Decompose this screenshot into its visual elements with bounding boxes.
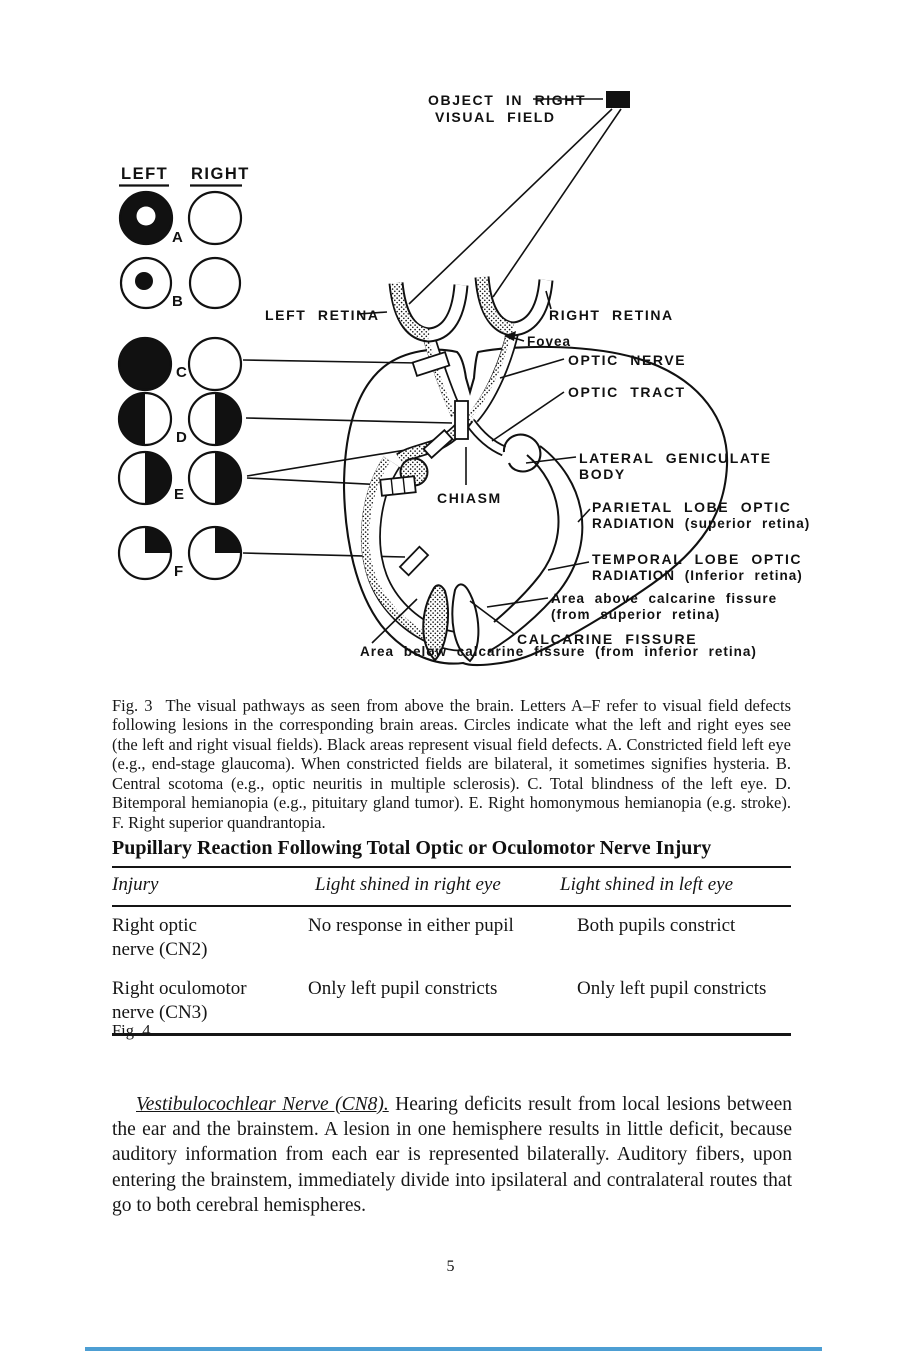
row-letter-b: B — [172, 293, 184, 310]
svg-text:Area below calcarine fissure (: Area below calcarine fissure (from inferior retina) — [360, 644, 757, 659]
svg-text:OPTIC TRACT: OPTIC TRACT — [568, 384, 686, 400]
object-square — [606, 91, 630, 108]
optic-tract-label — [492, 384, 686, 441]
col-header-right-eye: Light shined in right eye — [315, 874, 501, 895]
figure3-caption-text: The visual pathways as seen from above the brain. Letters A–F refer to visual field defects following lesions in the corresponding brain areas. Circles indicate what the left and right eyes see (the left and right visual fields). Black areas represent visual field defects. A. Constricted field left eye (e.g., end-stage glaucoma). When constricted fields are bilateral, it sometimes signifies hysteria. B. Central scotoma (e.g., optic neuritis in multiple sclerosis). C. Total blindness of the left eye. D. Bitemporal hemianopia (e.g., pituitary gland tumor). E. Right homonymous hemianopia (e.g. stroke). F. Right superior quandrantopia. — [112, 695, 791, 833]
field-circle-a-left-center — [137, 207, 156, 226]
field-row-b — [121, 258, 240, 310]
field-circle-b-right — [190, 258, 240, 308]
field-circle-a-right — [189, 192, 241, 244]
left-retina-label — [265, 307, 387, 323]
pupillary-reaction-table — [112, 866, 791, 1036]
cell-left-eye: Only left pupil constricts — [577, 978, 767, 999]
figure3-caption — [112, 696, 791, 833]
field-circle-c-left — [119, 338, 171, 390]
col-header-injury: Injury — [112, 874, 159, 895]
right-retina-label — [546, 291, 674, 323]
cell-injury: Right oculomotor nerve (CN3) — [112, 978, 247, 1023]
cell-right-eye: Only left pupil constricts — [308, 978, 498, 999]
svg-text:OPTIC NERVE: OPTIC NERVE — [568, 352, 687, 368]
field-circle-c-right — [189, 338, 241, 390]
right-retina-shape — [482, 277, 546, 329]
field-row-a — [120, 192, 241, 246]
paragraph-body: Hearing deficits result from local lesions between the ear and the brainstem. A lesion in one hemisphere results in little deficit, because auditory information from each ear is represented bilaterally. Auditory fibers, upon entering the brainstem, immediately divide into ipsilateral and contralateral routes that go to both cerebral hemispheres. — [112, 1093, 792, 1217]
svg-text:RADIATION (superior retina): RADIATION (superior retina) — [592, 516, 811, 531]
svg-text:BODY: BODY — [579, 466, 626, 482]
left-column-header: LEFT — [121, 165, 169, 183]
svg-text:(from superior retina): (from superior retina) — [551, 607, 721, 622]
paragraph-lead: Vestibulocochlear Nerve (CN8). — [136, 1093, 389, 1115]
svg-text:RADIATION (Inferior retina): RADIATION (Inferior retina) — [592, 568, 803, 583]
svg-text:PARIETAL LOBE OPTIC: PARIETAL LOBE OPTIC — [592, 499, 792, 515]
parietal-radiation-label — [578, 499, 810, 531]
row-letter-d: D — [176, 429, 188, 446]
field-circle-b-left-scotoma — [135, 272, 153, 290]
row-letter-a: A — [172, 229, 184, 246]
field-row-c — [119, 338, 241, 390]
field-row-d — [119, 393, 241, 446]
row-letter-f: F — [174, 563, 184, 580]
figure4-label: Fig. 4 — [112, 1021, 151, 1040]
row-letter-e: E — [174, 486, 185, 503]
area-above-calcarine-label — [487, 591, 777, 622]
table-header-row — [112, 868, 791, 907]
svg-text:LATERAL GENICULATE: LATERAL GENICULATE — [579, 450, 772, 466]
svg-text:LEFT RETINA: LEFT RETINA — [265, 307, 380, 323]
cell-injury: Right optic nerve (CN2) — [112, 915, 208, 960]
figure3-caption-label: Fig. 3 — [112, 695, 153, 715]
svg-text:TEMPORAL LOBE OPTIC: TEMPORAL LOBE OPTIC — [592, 551, 803, 567]
visual-field-columns — [119, 165, 250, 186]
svg-text:Area above calcarine fissure: Area above calcarine fissure — [551, 591, 778, 606]
svg-text:RIGHT RETINA: RIGHT RETINA — [549, 307, 674, 323]
right-column-header: RIGHT — [191, 165, 250, 183]
chiasm-label — [437, 447, 502, 506]
cell-right-eye: No response in either pupil — [308, 915, 514, 936]
object-in-right-visual-field — [409, 91, 630, 304]
lateral-geniculate-label — [526, 450, 772, 482]
optic-nerve-label — [500, 352, 686, 378]
page-number: 5 — [446, 1258, 455, 1275]
svg-text:CALCARINE FISSURE: CALCARINE FISSURE — [517, 631, 698, 647]
table-row — [112, 907, 791, 970]
object-label-line2: VISUAL FIELD — [435, 109, 556, 125]
row-letter-c: C — [176, 364, 188, 381]
body-paragraph — [112, 1092, 792, 1219]
object-label-line1: OBJECT IN RIGHT — [428, 92, 587, 108]
left-retina-shape — [396, 283, 461, 335]
visual-pathways-figure — [0, 0, 901, 675]
right-lateral-geniculate-body — [470, 422, 540, 471]
svg-text:Fovea: Fovea — [527, 334, 572, 349]
table-heading: Pupillary Reaction Following Total Optic or Oculomotor Nerve Injury — [112, 837, 712, 859]
cell-left-eye: Both pupils constrict — [577, 915, 736, 936]
field-row-f — [119, 527, 241, 580]
table-row — [112, 970, 791, 1033]
svg-text:CHIASM: CHIASM — [437, 490, 502, 506]
field-row-e — [119, 452, 241, 504]
bottom-accent-bar — [85, 1347, 822, 1351]
col-header-left-eye: Light shined in left eye — [560, 874, 734, 895]
